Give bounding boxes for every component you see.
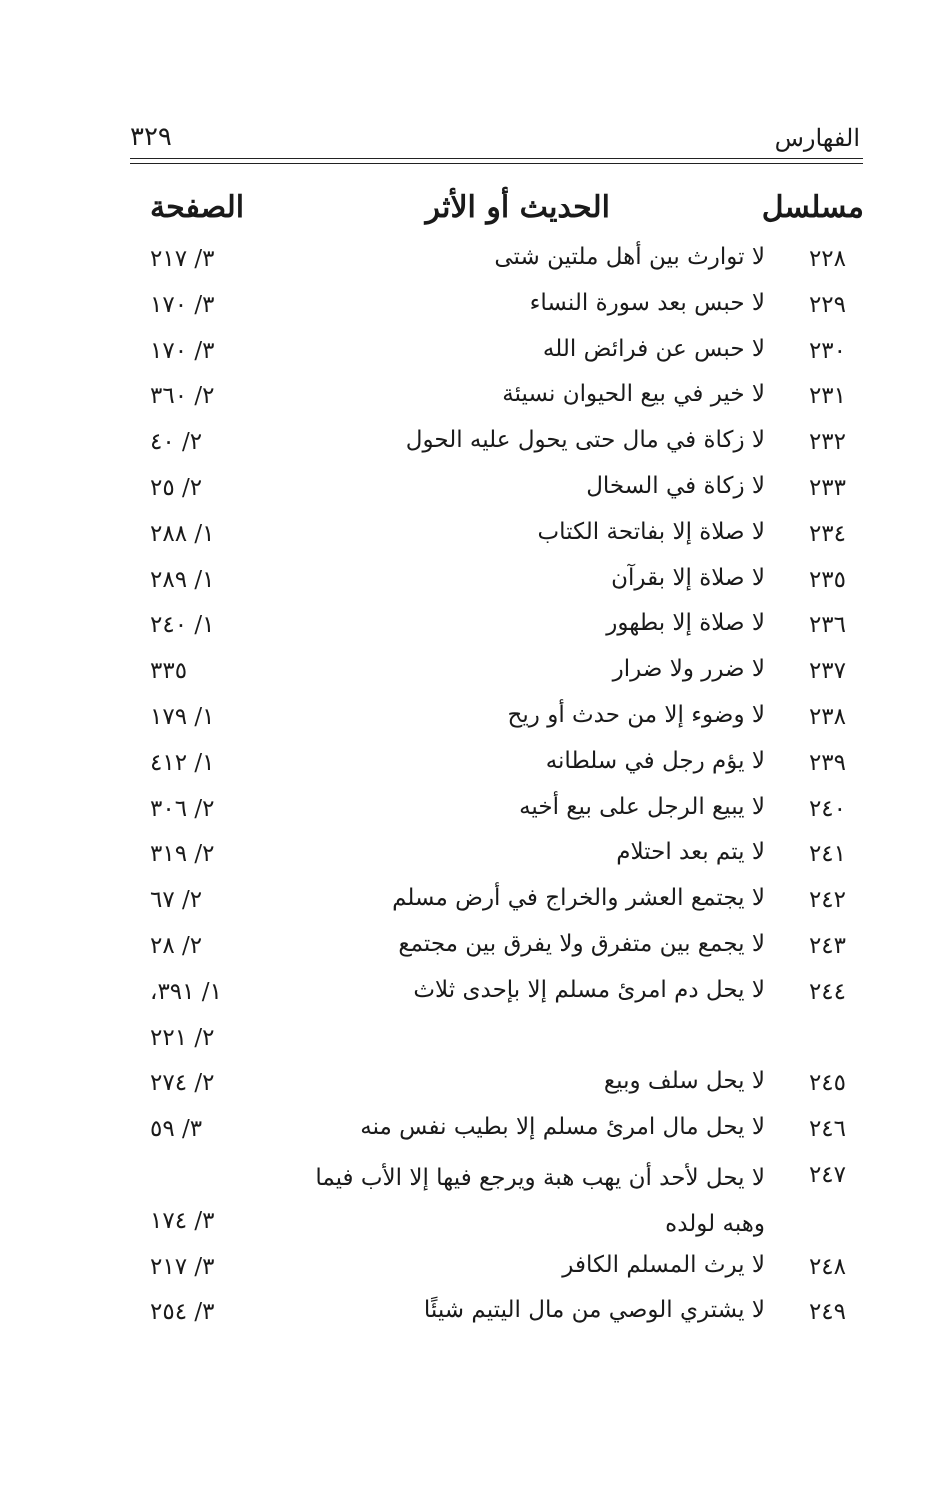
serial-number: ٢٤٥ — [808, 1070, 846, 1097]
table-row — [0, 1064, 950, 1110]
page-reference: ١/ ٢٨٨ — [150, 520, 215, 547]
page-column-header: الصفحة — [150, 190, 245, 225]
serial-number: ٢٢٨ — [808, 246, 846, 272]
header-title: الفهارس — [774, 124, 860, 152]
serial-column-header: مسلسل — [761, 190, 864, 225]
hadith-text: لا يؤم رجل في سلطانه — [545, 747, 765, 774]
hadith-text: لا يحل لأحد أن يهب هبة ويرجع فيها إلا الأب فيما وهبه لولده — [315, 1164, 765, 1237]
hadith-text: لا توارث بين أهل ملتين شتى — [494, 244, 765, 270]
table-row — [0, 698, 950, 744]
hadith-text: لا حبس عن فرائض الله — [542, 335, 765, 362]
page-number: ٣٢٩ — [130, 122, 172, 152]
page-reference-continued: ٢/ ٢٢١ — [150, 1024, 215, 1051]
page-reference: ٣/ ٢١٧ — [150, 246, 215, 272]
table-row — [0, 286, 950, 332]
page-reference: ١/ ٤١٢ — [150, 749, 215, 776]
hadith-text: لا حبس بعد سورة النساء — [529, 289, 765, 316]
serial-number: ٢٣٨ — [808, 703, 846, 730]
table-row — [0, 515, 950, 561]
page-reference: ٢/ ٢٧٤ — [150, 1070, 215, 1097]
page-reference: ٢/ ٣١٩ — [150, 841, 215, 868]
page-reference: ٢/ ٢٨ — [150, 932, 203, 959]
hadith-text: لا ضرر ولا ضرار — [612, 656, 765, 683]
table-row — [0, 377, 950, 423]
page-reference: ٣/ ١٧٤ — [150, 1207, 215, 1234]
serial-number: ٢٣٥ — [808, 566, 846, 593]
serial-number: ٢٢٩ — [808, 291, 846, 318]
hadith-text: لا يبيع الرجل على بيع أخيه — [519, 793, 765, 820]
table-row — [0, 652, 950, 698]
page-reference: ٢/ ٤٠ — [150, 429, 203, 456]
header-rule-secondary — [130, 163, 863, 164]
serial-number: ٢٣٧ — [808, 658, 846, 685]
page-reference: ١/ ١٧٩ — [150, 703, 215, 730]
hadith-text: لا يرث المسلم الكافر — [562, 1251, 765, 1278]
hadith-text: لا يشتري الوصي من مال اليتيم شيئًا — [423, 1297, 765, 1324]
page-reference: ٢/ ٣٠٦ — [150, 795, 215, 822]
hadith-text: لا صلاة إلا بفاتحة الكتاب — [537, 518, 765, 545]
table-row — [0, 1110, 950, 1156]
hadith-text: لا زكاة في السخال — [586, 472, 765, 499]
header-rule — [130, 158, 863, 159]
table-row — [0, 835, 950, 881]
table-row — [0, 927, 950, 973]
hadith-text: لا وضوء إلا من حدث أو ريح — [507, 701, 765, 728]
hadith-text: لا يحل سلف وبيع — [603, 1068, 765, 1095]
serial-number: ٢٤٩ — [808, 1299, 846, 1326]
table-row — [0, 973, 950, 1065]
table-row — [0, 469, 950, 515]
serial-number: ٢٣٦ — [808, 612, 846, 639]
hadith-text: لا يجمع بين متفرق ولا يفرق بين مجتمع — [398, 930, 765, 957]
hadith-text: لا زكاة في مال حتى يحول عليه الحول — [405, 427, 765, 454]
page-reference: ٣/ ١٧٠ — [150, 291, 215, 318]
index-table — [0, 240, 950, 1339]
table-row — [0, 240, 950, 286]
page-reference: ١/ ٣٩١، — [150, 978, 222, 1005]
hadith-text: لا يحل مال امرئ مسلم إلا بطيب نفس منه — [360, 1114, 765, 1141]
serial-number: ٢٣٩ — [808, 749, 846, 776]
serial-number: ٢٤٧ — [808, 1161, 846, 1188]
hadith-text: لا يتم بعد احتلام — [616, 839, 765, 866]
hadith-text: لا يحل دم امرئ مسلم إلا بإحدى ثلاث — [413, 976, 765, 1003]
page-reference: ٢/ ٢٥ — [150, 474, 203, 501]
serial-number: ٢٣٤ — [808, 520, 846, 547]
table-row — [0, 744, 950, 790]
hadith-text: لا خير في بيع الحيوان نسيئة — [502, 381, 765, 408]
page-reference: ٣/ ١٧٠ — [150, 337, 215, 364]
page-reference: ١/ ٢٤٠ — [150, 612, 215, 639]
hadith-text: لا صلاة إلا بطهور — [606, 610, 765, 637]
serial-number: ٢٤٠ — [808, 795, 846, 822]
table-row — [0, 1248, 950, 1294]
page-reference: ٢/ ٣٦٠ — [150, 383, 215, 410]
hadith-text: لا صلاة إلا بقرآن — [611, 564, 765, 591]
serial-number: ٢٤٨ — [808, 1253, 846, 1280]
table-row — [0, 881, 950, 927]
page-reference: ٣٣٥ — [150, 658, 188, 685]
table-row — [0, 790, 950, 836]
serial-number: ٢٣٢ — [808, 429, 846, 456]
serial-number: ٢٤٦ — [808, 1116, 846, 1143]
table-row — [0, 1293, 950, 1339]
serial-number: ٢٤١ — [808, 841, 846, 868]
page-reference: ٣/ ٥٩ — [150, 1116, 203, 1143]
table-row — [0, 1156, 950, 1248]
table-row — [0, 423, 950, 469]
running-header — [130, 118, 860, 158]
page-reference: ١/ ٢٨٩ — [150, 566, 215, 593]
serial-number: ٢٤٣ — [808, 932, 846, 959]
column-headers — [0, 190, 950, 240]
serial-number: ٢٣١ — [808, 383, 846, 410]
serial-number: ٢٣٣ — [808, 474, 846, 501]
hadith-column-header: الحديث أو الأثر — [425, 190, 610, 225]
serial-number: ٢٤٢ — [808, 887, 846, 914]
table-row — [0, 332, 950, 378]
table-row — [0, 561, 950, 607]
page-reference: ٢/ ٦٧ — [150, 887, 203, 914]
page-reference: ٣/ ٢٥٤ — [150, 1299, 215, 1326]
page-reference: ٣/ ٢١٧ — [150, 1253, 215, 1280]
hadith-text: لا يجتمع العشر والخراج في أرض مسلم — [392, 885, 765, 912]
table-row — [0, 606, 950, 652]
serial-number: ٢٣٠ — [808, 337, 846, 364]
serial-number: ٢٤٤ — [808, 978, 846, 1005]
